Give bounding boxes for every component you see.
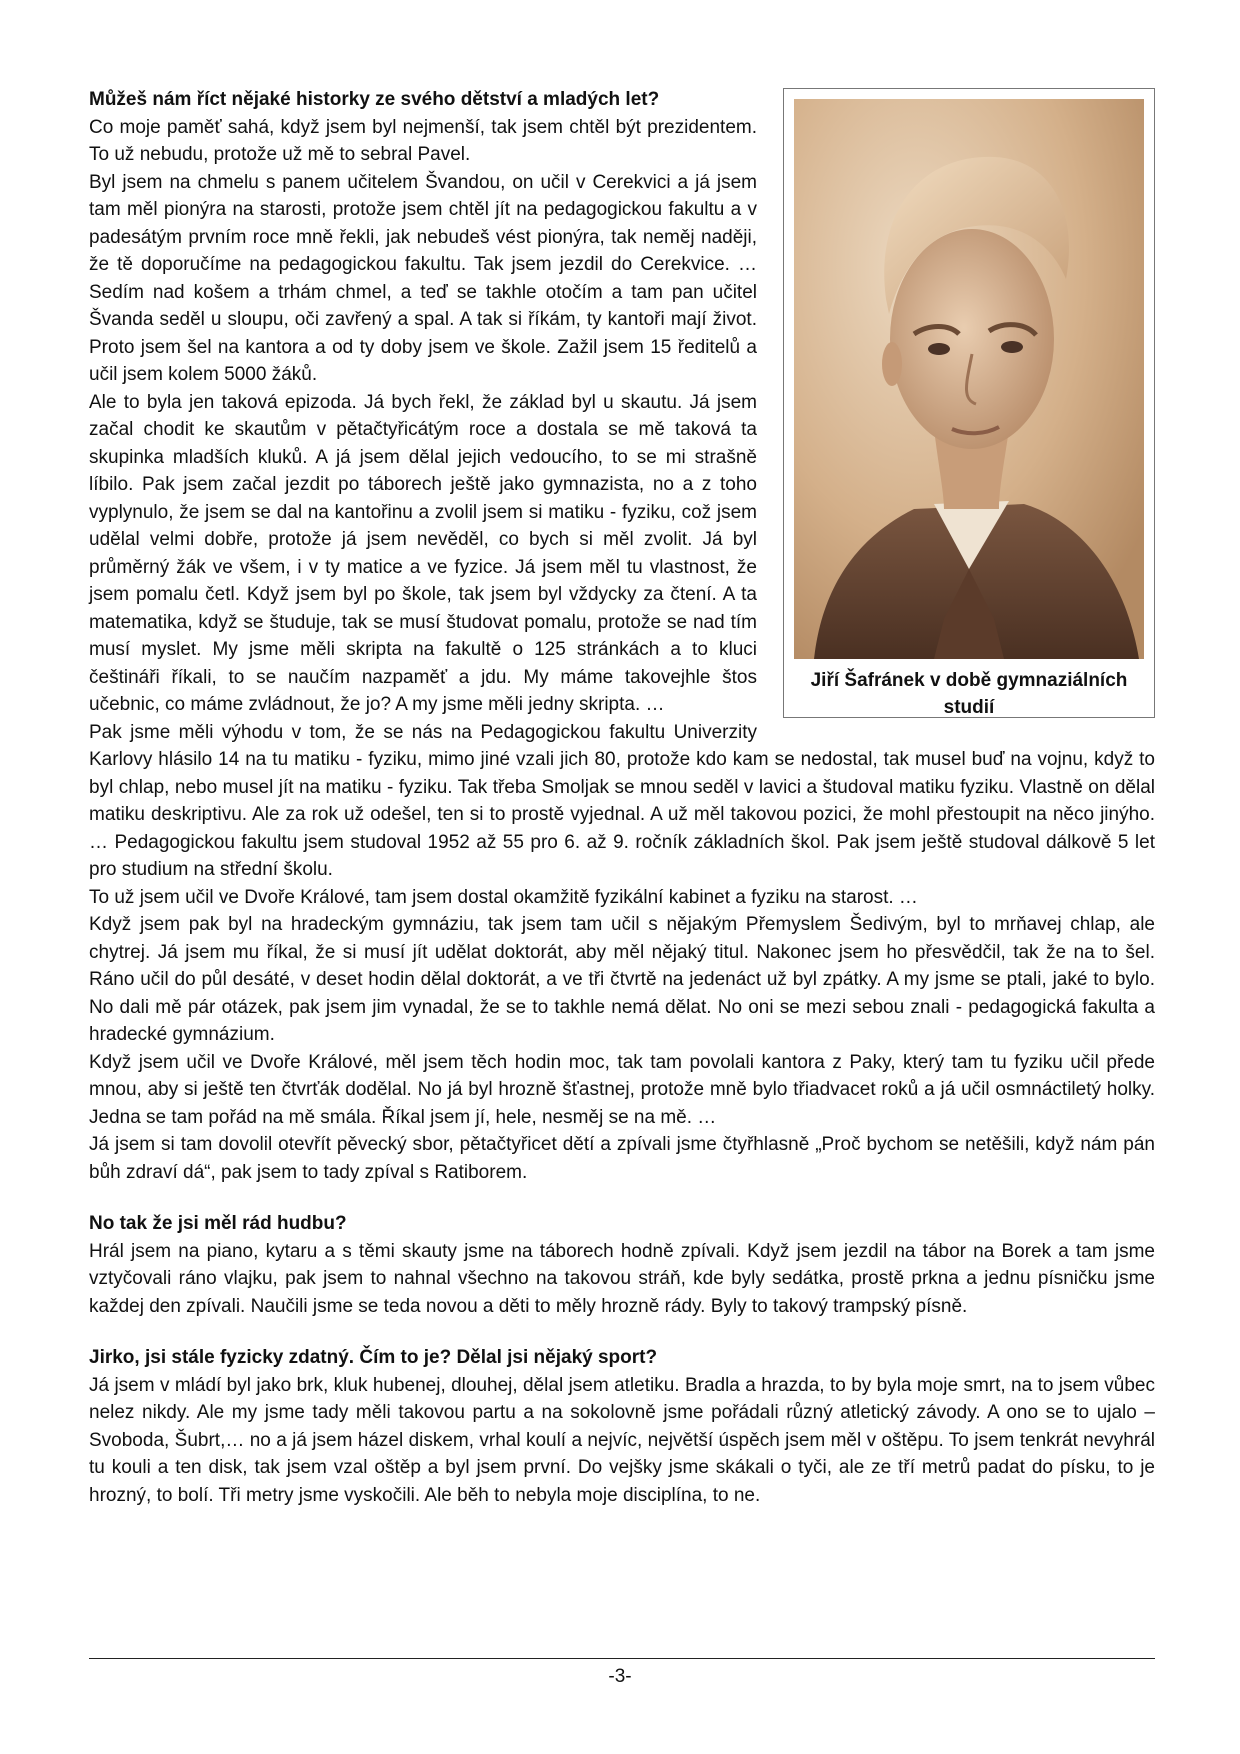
paragraph: Když jsem pak byl na hradeckým gymnáziu, tak jsem tam učil s nějakým Přemyslem Šedivým, byl to mrňavej chlap, ale chytrej. Já jsem mu říkal, že si musí jít udělat doktorát, aby měl nějaký titul. Nakonec jsem ho přesvědčil, tak že na to šel. Ráno učil do půl desáté, v deset hodin dělal doktorát, a ve tři čtvrtě na jedenáct už byl zpátky. A my jsme se ptali, jaké to bylo. No dali mě pár otázek, pak jsem jim vynadal, že se to takhle nemá dělat. No oni se mezi sebou znali - pedagogická fakulta a hradecké gymnázium. (89, 914, 1155, 1045)
question-sport: Jirko, jsi stále fyzicky zdatný. Čím to je? Dělal jsi nějaký sport? (89, 1347, 658, 1368)
paragraph: Já jsem v mládí byl jako brk, kluk hubenej, dlouhej, dělal jsem atletiku. Bradla a hrazda, to by byla moje smrt, na to jsem vůbec nelez nikdy. Ale my jsme tady měli takovou partu a na sokolovně jsme pořádali různý atletický závody. A ono se to ujalo – Svoboda, Šubrt,… no a já jsem házel diskem, vrhal koulí a nejvíc, největší úspěch jsem měl v oštěpu. To jsem tenkrát nevyhrál tu kouli a ten disk, tak jsem vzal oštěp a byl jsem první. Do vejšky jsme skákali o tyči, ale ze tří metrů padat do písku, to je hrozný, to bolí. Tři metry jsme vyskočili. Ale běh to nebyla moje disciplína, to ne. (89, 1374, 1155, 1506)
portrait-photo (794, 99, 1144, 659)
paragraph: Byl jsem na chmelu s panem učitelem Švandou, on učil v Cerekvici a já jsem tam měl pionýra na starosti, protože jsem chtěl jít na pedagogickou fakultu a v padesátým prvním roce mně řekli, jak nebudeš vést pionýra, tak neměj naději, že tě doporučíme na pedagogickou fakultu. Tak jsem jezdil do Cerekvice. … Sedím nad košem a trhám chmel, a teď se takhle otočím a tam pan učitel Švanda seděl u sloupu, oči zavřený a spal. A tak si říkám, ty kantoři mají život. Proto jsem šel na kantora a od ty doby jsem ve škole. Zažil jsem 15 ředitelů a učil jsem kolem 5000 žáků. (89, 171, 757, 385)
page-number: -3- (608, 1666, 632, 1687)
photo-caption: Jiří Šafránek v době gymnaziálních studií (810, 670, 1128, 718)
question-music: No tak že jsi měl rád hudbu? (89, 1213, 347, 1234)
question-childhood: Můžeš nám říct nějaké historky ze svého dětství a mladých let? (89, 89, 660, 110)
paragraph: Ale to byla jen taková epizoda. Já bych řekl, že základ byl u skautu. Já jsem začal chodit ke skautům v pětačtyřicátým roce a dostala se mě taková ta skupinka mladších kluků. A já jsem dělal jejich vedoucího, to se mi strašně líbilo. Pak jsem začal jezdit po táborech ještě jako gymnazista, no a z toho vyplynulo, že jsem se dal na kantořinu a zvolil jsem si matiku - fyziku, což jsem udělal velmi dobře, protože já jsem nevěděl, co bych si měl zvolit. Já byl průměrný žák ve všem, i v ty matice a ve fyzice. Já jsem měl tu vlastnost, že jsem pomalu četl. Když jsem byl po škole, tak jsem byl vždycky za čtení. A ta matematika, když se študuje, tak se musí študovat pomalu, protože se nad tím musí myslet. My jsme měli skripta na fakultě o 125 stránkách a to kluci češtináři říkali, to se naučím nazpaměť a jdu. My máme takovejhle štos učebnic, co máme zvládnout, že jo? A my jsme měli jedny skripta. … (89, 391, 757, 715)
paragraph: Když jsem učil ve Dvoře Králové, měl jsem těch hodin moc, tak tam povolali kantora z Paky, který tam tu fyziku učil přede mnou, aby si ještě ten čtvrťák dodělal. No já byl hrozně šťastnej, protože mně bylo třiadvacet roků a já učil osmnáctiletý holky. Jedna se tam pořád na mě smála. Říkal jsem jí, hele, nesměj se na mě. … (89, 1051, 1155, 1128)
paragraph: Já jsem si tam dovolil otevřít pěvecký sbor, pětačtyřicet dětí a zpívali jsme čtyřhlasně „Proč bychom se netěšili, když nám pán bůh zdraví dá“, pak jsem to tady zpíval s Ratiborem. (89, 1134, 1155, 1183)
photo-figure (783, 88, 1155, 718)
portrait-illustration (794, 99, 1144, 659)
footer-divider (89, 1658, 1155, 1659)
page-content (89, 86, 1155, 1509)
section-spacer (89, 1186, 1155, 1210)
paragraph: Hrál jsem na piano, kytaru a s těmi skauty jsme na táborech hodně zpívali. Když jsem jezdil na tábor na Borek a tam jsme vztyčovali ráno vlajku, pak jsem to nahnal všechno na takovou stráň, kde byly sedátka, prostě prkna a jednu písničku jsme každej den zpívali. Naučili jsme se teda novou a děti to měly hrozně rády. Byly to takový trampský písně. (89, 1240, 1155, 1317)
paragraph: Pak jsme měli výhodu v tom, že se nás na Pedagogickou fakultu Univerzity Karlovy hlásilo 14 na tu matiku - fyziku, mimo jiné vzali jich 80, protože kdo kam se nedostal, tak musel buď na vojnu, když to byl chlap, nebo musel jít na matiku - fyziku. Tak třeba Smoljak se mnou seděl v lavici a študoval matiku fyziku. Vlastně on dělal matiku deskriptivu. Ale za rok už odešel, ten si to prostě vyjednal. A už měl takovou pozici, že mohl přestoupit na něco jinýho. … Pedagogickou fakultu jsem studoval 1952 až 55 pro 6. až 9. ročník základních škol. Pak jsem ještě studoval dálkově 5 let pro studium na střední školu. (89, 721, 1155, 880)
article-text (89, 86, 1155, 1509)
section-spacer (89, 1320, 1155, 1344)
paragraph: Co moje paměť sahá, když jsem byl nejmenší, tak jsem chtěl být prezidentem. To už nebudu, protože už mě to sebral Pavel. (89, 116, 757, 165)
paragraph: To už jsem učil ve Dvoře Králové, tam jsem dostal okamžitě fyzikální kabinet a fyziku na starost. … (89, 886, 918, 908)
